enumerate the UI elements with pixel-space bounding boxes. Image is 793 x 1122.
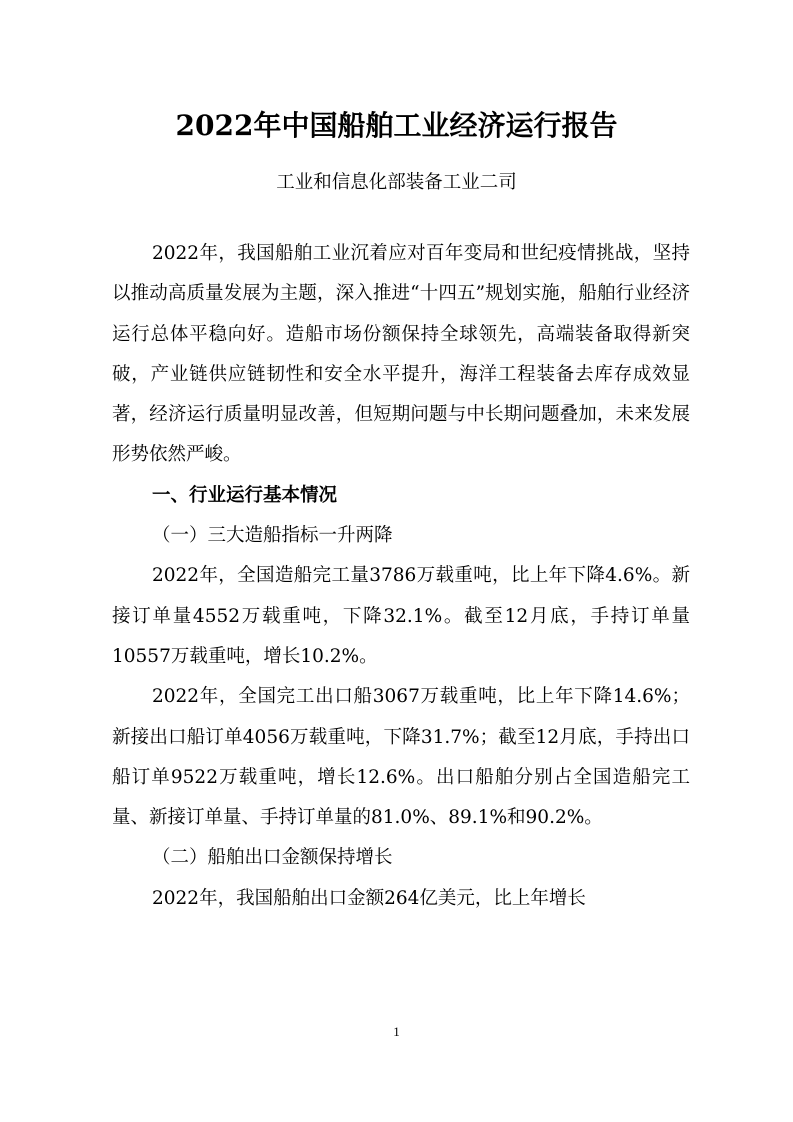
- body-paragraph: 2022年，全国造船完工量3786万载重吨，比上年下降4.6%。新接订单量4552万载重吨，下降32.1%。截至12月底，手持订单量10557万载重吨，增长10.2%。: [112, 565, 690, 667]
- intro-paragraph: 2022年，我国船舶工业沉着应对百年变局和世纪疫情挑战，坚持以推动高质量发展为主题，深入推进“十四五”规划实施，船舶行业经济运行总体平稳向好。造船市场份额保持全球领先，高端装备取得新突破，产业链供应链韧性和安全水平提升，海洋工程装备去库存成效显著，经济运行质量明显改善，但短期问题与中长期问题叠加，未来发展形势依然严峻。: [112, 243, 690, 466]
- subsection-heading: （一）三大造船指标一升两降: [152, 525, 393, 547]
- body-paragraph: 2022年，全国完工出口船3067万载重吨，比上年下降14.6%；新接出口船订单4056万载重吨，下降31.7%；截至12月底，手持出口船订单9522万载重吨，增长12.6%。出口船舶分别占全国造船完工量、新接订单量、手持订单量的81.0%、89.1%和90.2%。: [112, 686, 690, 829]
- document-body: [112, 234, 690, 919]
- section-heading: 一、行业运行基本情况: [152, 484, 338, 506]
- document-title: 2022年中国船舶工业经济运行报告: [175, 109, 618, 142]
- document-author: 工业和信息化部装备工业二司: [276, 172, 517, 193]
- page-number: 1: [393, 1024, 400, 1039]
- body-paragraph: 2022年，我国船舶出口金额264亿美元，比上年增长: [152, 887, 586, 909]
- subsection-heading: （二）船舶出口金额保持增长: [152, 847, 393, 869]
